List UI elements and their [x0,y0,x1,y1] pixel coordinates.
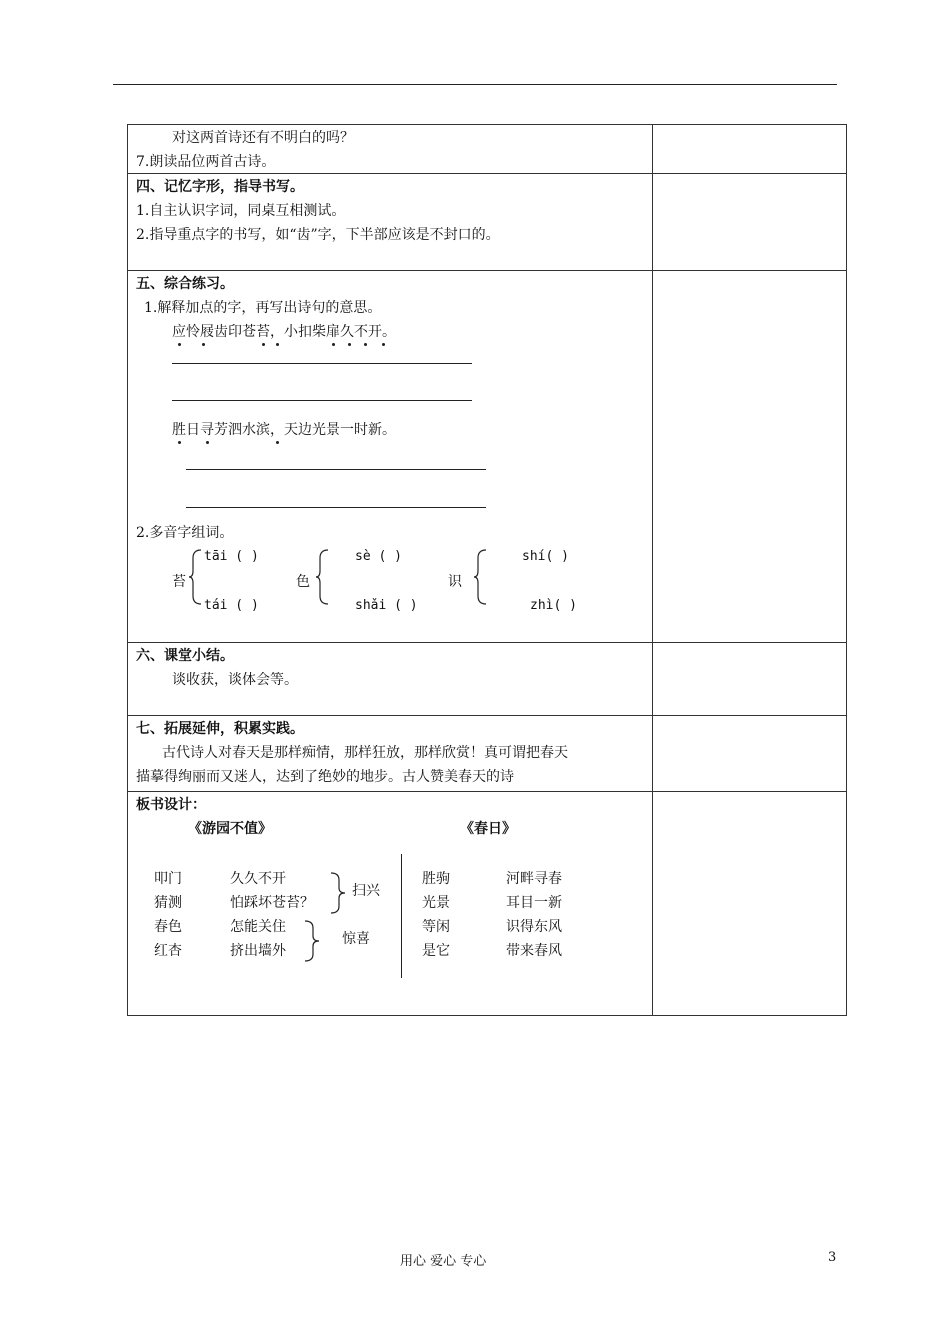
table-row [128,125,847,174]
text-line: 2.指导重点字的书写，如“齿”字，下半部应该是不封口的。 [136,227,500,243]
main-cell [128,643,653,716]
text-line: 7.朗读品位两首古诗。 [136,154,276,170]
side-cell [653,792,847,1016]
board-word: 光景 [422,895,450,911]
section-heading: 板书设计： [136,797,206,813]
emphasis-dot [206,441,209,444]
answer-line [172,400,472,401]
section-heading: 四、记忆字形，指导书写。 [136,179,304,195]
board-word: 春色 [154,919,182,935]
exercise-1-prompt: 1.解释加点的字，再写出诗句的意思。 [144,300,382,316]
board-phrase: 挤出墙外 [230,943,286,959]
section-heading: 五、综合练习。 [136,276,234,292]
board-word: 是它 [422,943,450,959]
board-mood-2: 惊喜 [342,931,370,947]
side-cell [653,125,847,174]
main-cell [128,125,653,174]
text-line: 1.自主认识字词，同桌互相测试。 [136,203,346,219]
emphasis-dot [276,343,279,346]
board-mood-1: 扫兴 [352,883,380,899]
text-line: 谈收获，谈体会等。 [172,672,298,688]
main-cell [128,792,653,1016]
left-brace-icon [315,549,329,605]
pinyin-option: shí( ) [522,549,569,564]
board-title-right: 《春日》 [460,821,516,837]
side-cell [653,174,847,271]
board-title-left: 《游园不值》 [188,821,272,837]
section-heading: 七、拓展延伸，积累实践。 [136,721,304,737]
side-cell [653,643,847,716]
polyphone-char: 识 [448,574,462,590]
board-phrase: 带来春风 [506,943,562,959]
poem-line-1: 应怜屐齿印苍苔，小扣柴扉久不开。 [172,324,396,340]
table-row [128,643,847,716]
emphasis-dot [276,441,279,444]
answer-line [186,469,486,470]
polyphone-char: 苔 [172,574,186,590]
table-row [128,174,847,271]
table-row [128,792,847,1016]
board-divider [401,854,402,978]
emphasis-dot [262,343,265,346]
poem-line-2: 胜日寻芳泗水滨，天边光景一时新。 [172,422,396,438]
exercise-2-prompt: 2.多音字组词。 [136,525,234,541]
table-row [128,716,847,792]
pinyin-option: tāi ( ) [204,549,259,564]
answer-line [186,507,486,508]
board-phrase: 识得东风 [506,919,562,935]
pinyin-option: tái ( ) [204,598,259,613]
board-word: 等闲 [422,919,450,935]
main-cell [128,271,653,643]
left-brace-icon [473,549,487,605]
board-phrase: 河畔寻春 [506,871,562,887]
page-number: 3 [828,1250,837,1265]
emphasis-dot [332,343,335,346]
emphasis-dot [382,343,385,346]
emphasis-dot [178,441,181,444]
board-phrase: 久久不开 [230,871,286,887]
board-word: 猜测 [154,895,182,911]
emphasis-dot [364,343,367,346]
footer-motto: 用心 爱心 专心 [400,1254,487,1269]
side-cell [653,271,847,643]
emphasis-dot [178,343,181,346]
right-brace-icon [330,872,346,914]
table-row [128,271,847,643]
left-brace-icon [188,549,202,605]
pinyin-option: sè ( ) [355,549,402,564]
lesson-table [127,124,847,1016]
polyphone-char: 色 [296,574,310,590]
text-line: 古代诗人对春天是那样痴情，那样狂放，那样欣赏！真可谓把春天 [162,745,568,761]
board-phrase: 怕踩坏苍苔？ [230,895,314,911]
main-cell [128,716,653,792]
board-word: 红杏 [154,943,182,959]
right-brace-icon [304,920,320,962]
emphasis-dot [202,343,205,346]
text-line: 描摹得绚丽而又迷人，达到了绝妙的地步。古人赞美春天的诗 [136,769,514,785]
section-heading: 六、课堂小结。 [136,648,234,664]
board-word: 胜驹 [422,871,450,887]
board-phrase: 怎能关住 [230,919,286,935]
header-rule [113,84,837,85]
answer-line [172,363,472,364]
pinyin-option: zhì( ) [530,598,577,613]
board-word: 叩门 [154,871,182,887]
text-line: 对这两首诗还有不明白的吗？ [172,130,354,146]
pinyin-option: shǎi ( ) [355,598,418,613]
main-cell [128,174,653,271]
emphasis-dot [348,343,351,346]
board-phrase: 耳目一新 [506,895,562,911]
side-cell [653,716,847,792]
